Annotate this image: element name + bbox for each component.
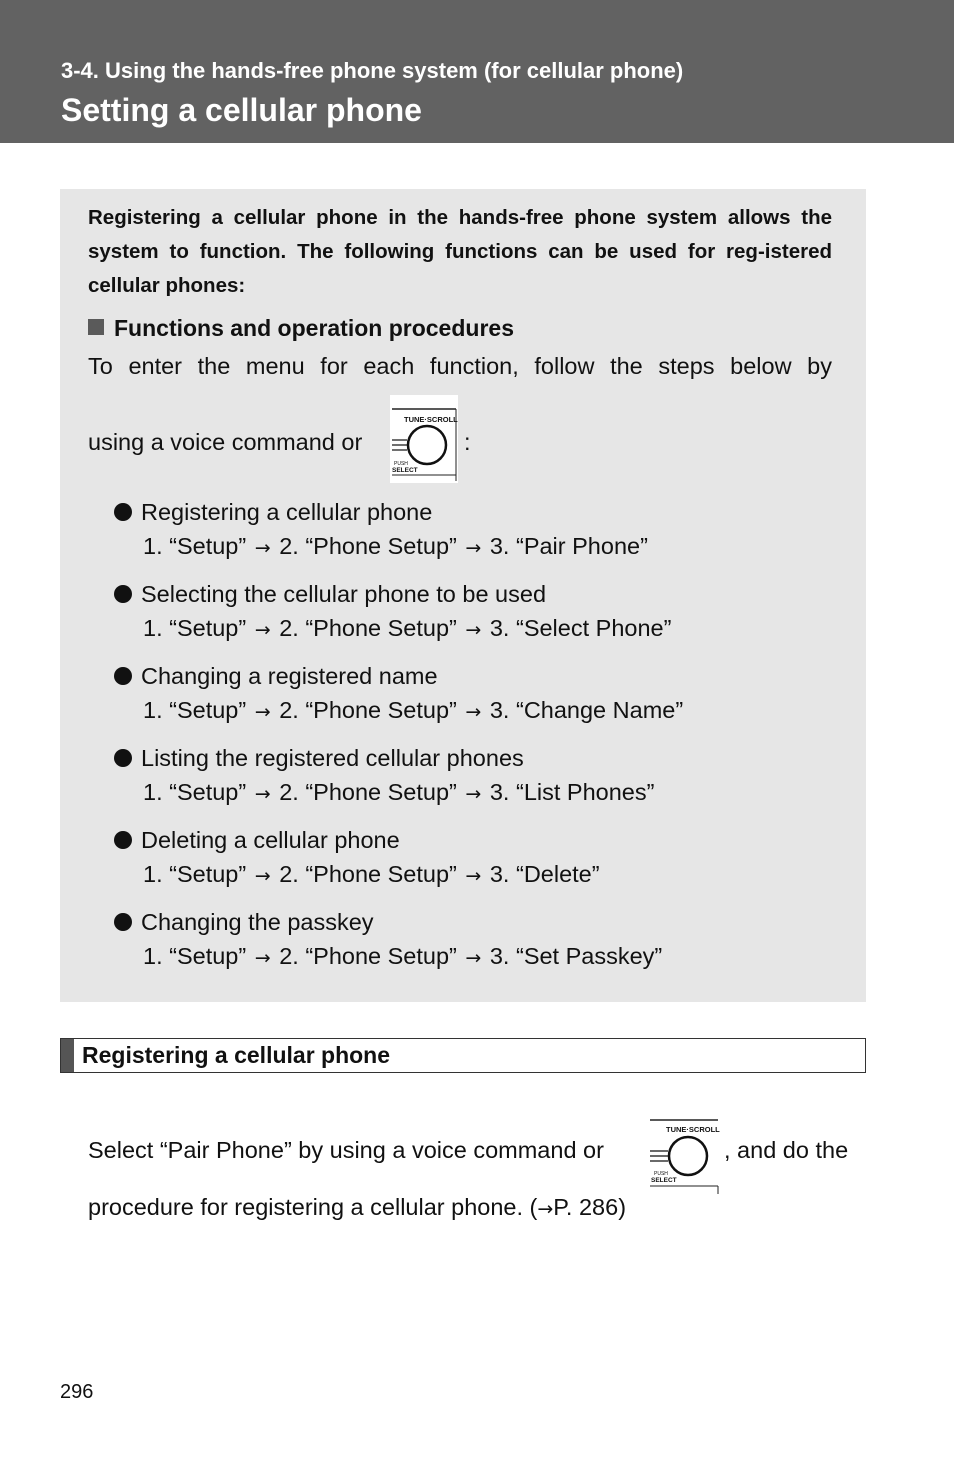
function-title: Selecting the cellular phone to be used (141, 581, 547, 607)
function-path: 1. “Setup” → 2. “Phone Setup” → 3. “Change Name” (143, 697, 684, 723)
list-item (114, 497, 834, 579)
section-body-line-1-end: , and do the (724, 1137, 849, 1163)
tune-scroll-knob-icon (390, 395, 458, 483)
arrow-icon: → (465, 947, 482, 969)
arrow-icon: → (254, 701, 271, 723)
knob-label-push: PUSH (654, 1171, 668, 1177)
knob-label-select: SELECT (392, 467, 418, 474)
functions-list (114, 497, 834, 989)
list-item (114, 825, 834, 907)
list-item (114, 661, 834, 743)
functions-subheading (88, 315, 514, 342)
instruction-line-1: To enter the menu for each function, follow the steps below by (88, 353, 832, 379)
bullet-icon (114, 667, 132, 685)
functions-subheading-text: Functions and operation procedures (114, 315, 514, 341)
knob-label-top: TUNE·SCROLL (666, 1125, 720, 1134)
function-path: 1. “Setup” → 2. “Phone Setup” → 3. “Pair Phone” (143, 533, 648, 559)
page-title: Setting a cellular phone (61, 92, 422, 128)
instruction-line-2: using a voice command or (88, 429, 363, 455)
arrow-icon: → (537, 1198, 554, 1220)
arrow-icon: → (465, 619, 482, 641)
bullet-icon (114, 831, 132, 849)
function-title: Deleting a cellular phone (141, 827, 400, 853)
list-item (114, 907, 834, 989)
knob-label-select: SELECT (651, 1177, 677, 1184)
intro-text: Registering a cellular phone in the hands-free phone system allows the system to function. The following functions can be used for reg-istered cellular phones: (88, 206, 832, 297)
bullet-icon (114, 503, 132, 521)
square-bullet-icon (88, 319, 104, 335)
function-title: Listing the registered cellular phones (141, 745, 524, 771)
page-reference: P. 286) (553, 1194, 627, 1220)
arrow-icon: → (254, 619, 271, 641)
section-label: 3-4. Using the hands-free phone system (for cellular phone) (61, 58, 684, 83)
arrow-icon: → (254, 537, 271, 559)
function-title: Changing the passkey (141, 909, 374, 935)
knob-label-top: TUNE·SCROLL (404, 415, 458, 424)
arrow-icon: → (254, 783, 271, 805)
arrow-icon: → (465, 701, 482, 723)
bullet-icon (114, 913, 132, 931)
function-path: 1. “Setup” → 2. “Phone Setup” → 3. “Delete” (143, 861, 600, 887)
section-heading: Registering a cellular phone (82, 1042, 391, 1068)
arrow-icon: → (465, 783, 482, 805)
bullet-icon (114, 585, 132, 603)
arrow-icon: → (465, 537, 482, 559)
info-box (60, 189, 866, 1002)
instruction-colon: : (464, 429, 471, 455)
function-path: 1. “Setup” → 2. “Phone Setup” → 3. “Set Passkey” (143, 943, 663, 969)
section-body-line-2: procedure for registering a cellular phone. (→P. 286) (88, 1194, 627, 1220)
knob-label-push: PUSH (394, 461, 408, 467)
section-heading-bar (60, 1038, 866, 1073)
arrow-icon: → (254, 865, 271, 887)
tune-scroll-knob-icon (648, 1116, 720, 1196)
list-item (114, 579, 834, 661)
bullet-icon (114, 749, 132, 767)
function-title: Changing a registered name (141, 663, 438, 689)
page-header (0, 0, 954, 143)
function-path: 1. “Setup” → 2. “Phone Setup” → 3. “Select Phone” (143, 615, 672, 641)
arrow-icon: → (465, 865, 482, 887)
arrow-icon: → (254, 947, 271, 969)
page-number: 296 (60, 1381, 94, 1403)
list-item (114, 743, 834, 825)
section-accent (61, 1039, 74, 1072)
function-path: 1. “Setup” → 2. “Phone Setup” → 3. “List Phones” (143, 779, 655, 805)
function-title: Registering a cellular phone (141, 499, 433, 525)
section-body-line-1: Select “Pair Phone” by using a voice command or (88, 1137, 604, 1163)
